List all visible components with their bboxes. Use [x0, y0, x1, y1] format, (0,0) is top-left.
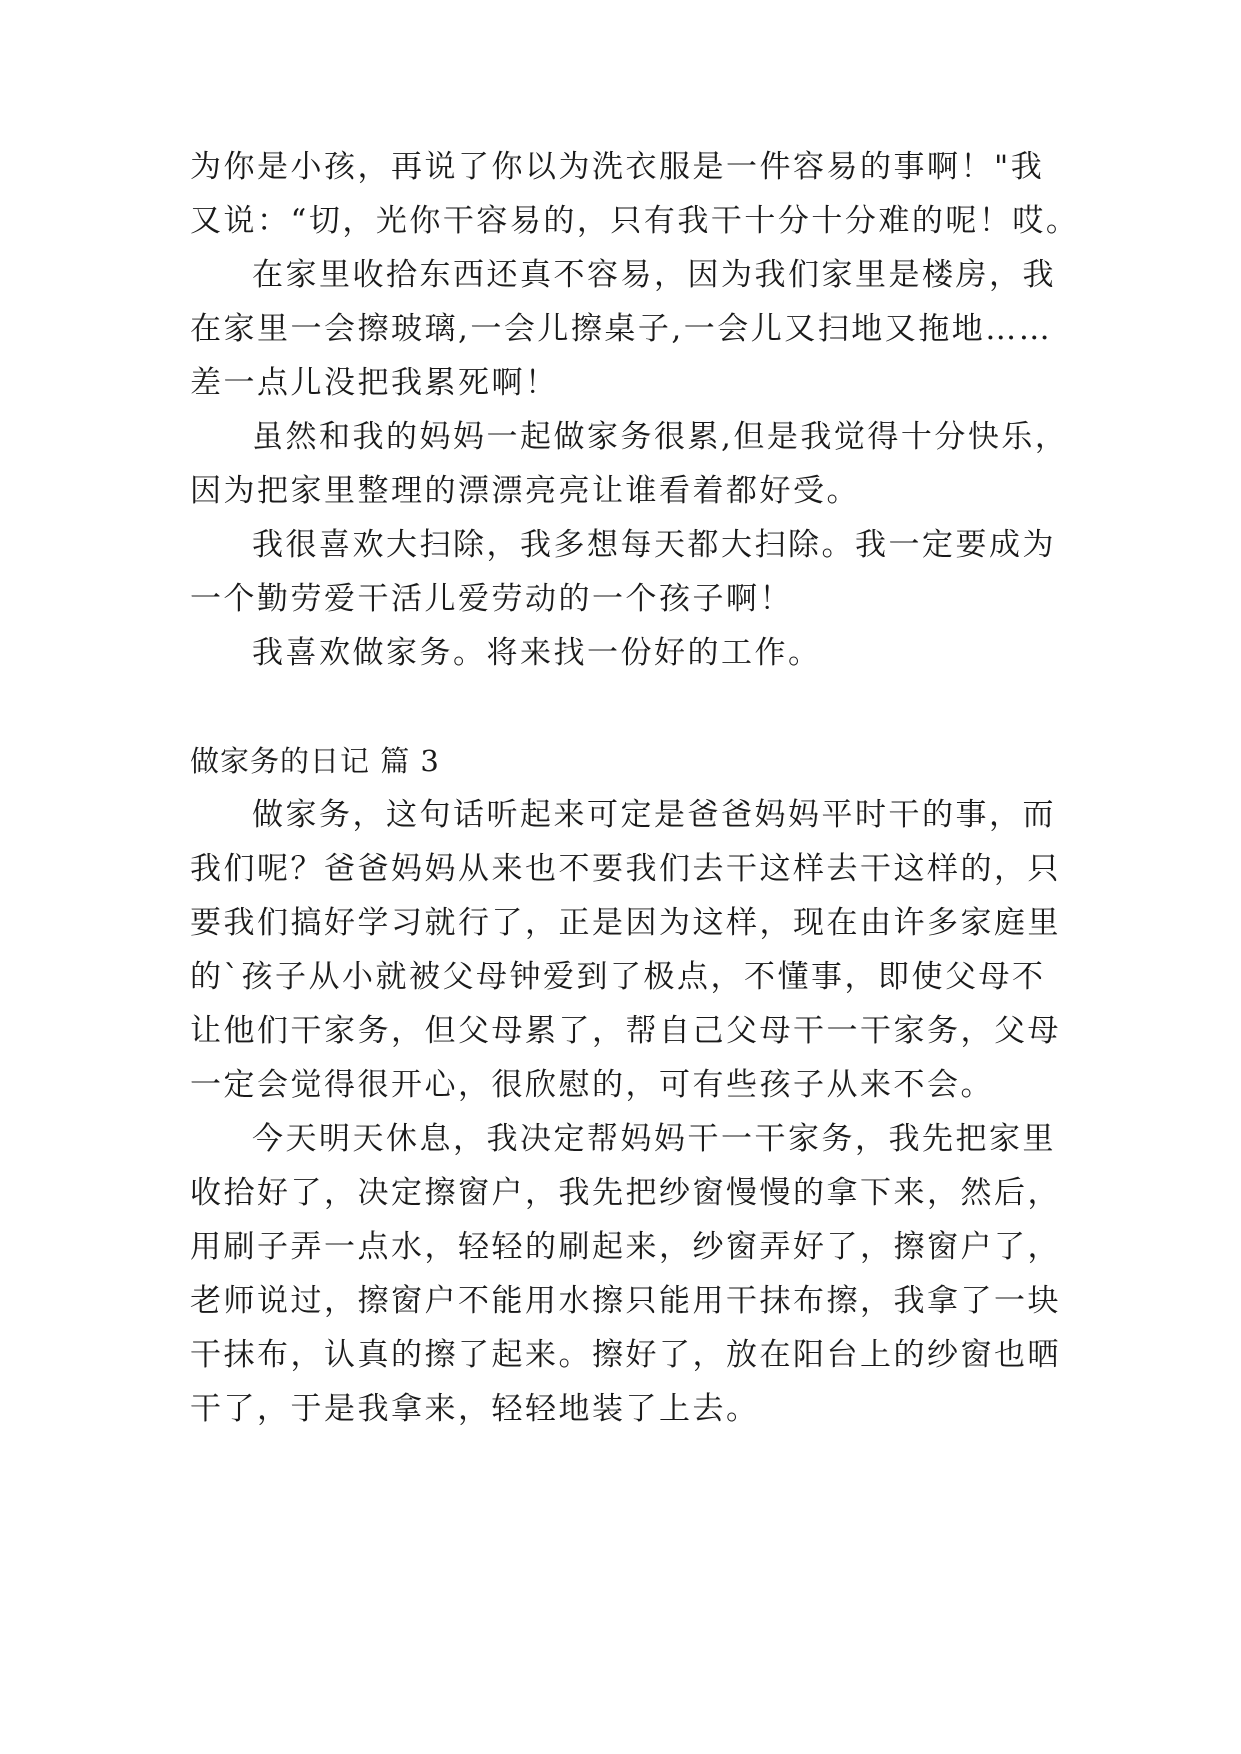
text-line: 为你是小孩，再说了你以为洗衣服是一件容易的事啊！"我 — [190, 149, 1045, 185]
text-line: 的`孩子从小就被父母钟爱到了极点，不懂事，即使父母不 — [190, 959, 1046, 995]
text-line: 我喜欢做家务。将来找一份好的工作。 — [252, 635, 822, 671]
text-line: 今天明天休息，我决定帮妈妈干一干家务，我先把家里 — [252, 1121, 1056, 1157]
text-line: 因为把家里整理的漂漂亮亮让谁看着都好受。 — [190, 473, 860, 509]
text-line: 做家务，这句话听起来可定是爸爸妈妈平时干的事，而 — [252, 797, 1056, 833]
text-line: 用刷子弄一点水，轻轻的刷起来，纱窗弄好了，擦窗户了， — [190, 1229, 1061, 1265]
text-line: 要我们搞好学习就行了，正是因为这样，现在由许多家庭里 — [190, 905, 1061, 941]
text-line: 一个勤劳爱干活儿爱劳动的一个孩子啊！ — [190, 581, 793, 617]
text-line: 我们呢？爸爸妈妈从来也不要我们去干这样去干这样的，只 — [190, 851, 1061, 887]
text-line: 收拾好了，决定擦窗户，我先把纱窗慢慢的拿下来，然后， — [190, 1175, 1061, 1211]
text-line: 干抹布，认真的擦了起来。擦好了，放在阳台上的纱窗也晒 — [190, 1337, 1061, 1373]
text-line: 干了，于是我拿来，轻轻地装了上去。 — [190, 1391, 760, 1427]
text-line: 差一点儿没把我累死啊！ — [190, 365, 559, 401]
text-line: 在家里一会擦玻璃,一会儿擦桌子,一会儿又扫地又拖地…… — [190, 311, 1053, 347]
text-line: 虽然和我的妈妈一起做家务很累,但是我觉得十分快乐， — [252, 419, 1069, 455]
text-line: 老师说过，擦窗户不能用水擦只能用干抹布擦，我拿了一块 — [190, 1283, 1061, 1319]
text-line: 一定会觉得很开心，很欣慰的，可有些孩子从来不会。 — [190, 1067, 994, 1103]
section-title: 做家务的日记 篇 3 — [190, 744, 440, 778]
text-line: 我很喜欢大扫除，我多想每天都大扫除。我一定要成为 — [252, 527, 1056, 563]
text-line: 在家里收拾东西还真不容易，因为我们家里是楼房，我 — [252, 257, 1056, 293]
text-line: 让他们干家务，但父母累了，帮自己父母干一干家务，父母 — [190, 1013, 1061, 1049]
text-line: 又说：“切，光你干容易的，只有我干十分十分难的呢！哎。 — [190, 203, 1080, 239]
